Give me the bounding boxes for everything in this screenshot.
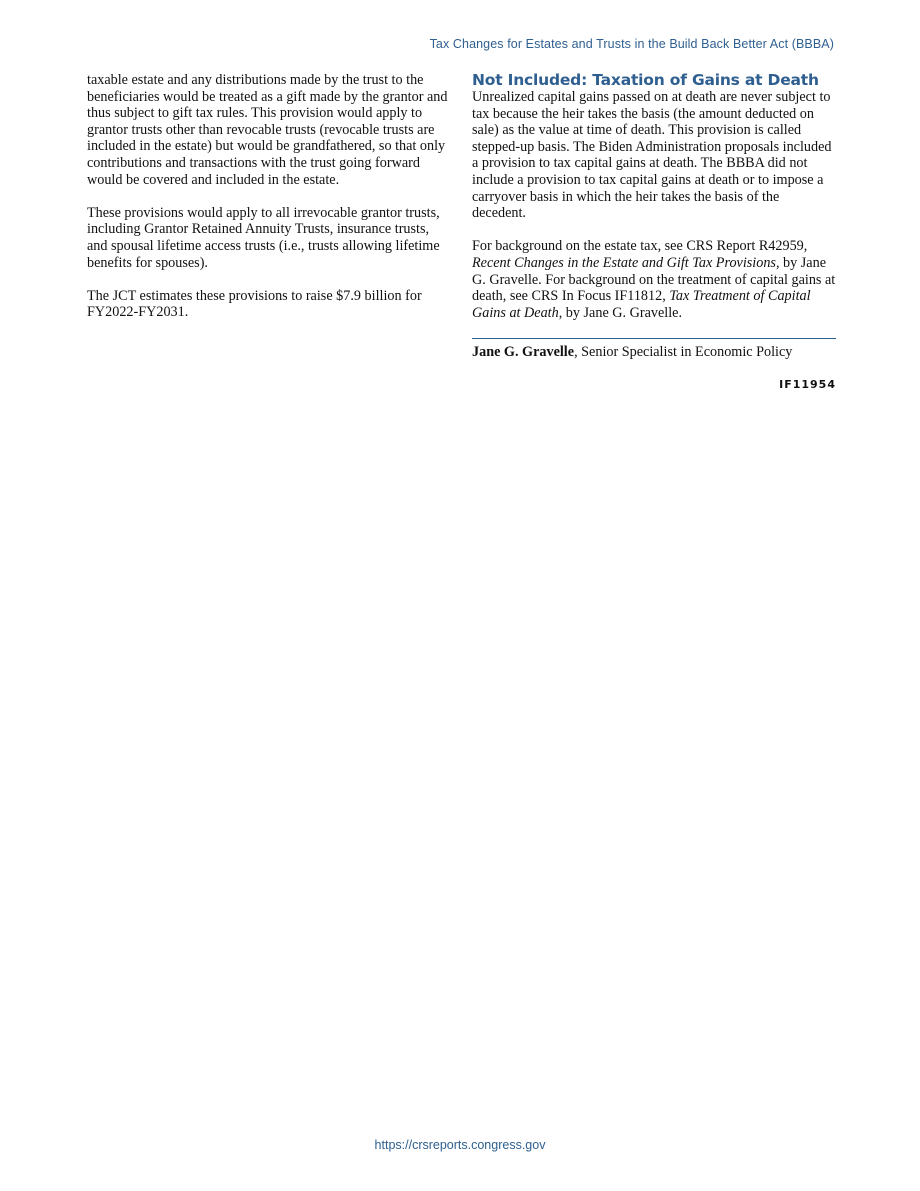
report-title-estate-gift: Recent Changes in the Estate and Gift Tax Provisions xyxy=(472,254,776,271)
section-heading-gains-at-death: Not Included: Taxation of Gains at Death xyxy=(472,71,819,89)
right-column xyxy=(472,72,836,394)
left-paragraph-1: taxable estate and any distributions made by the trust to the beneficiaries would be treated as a gift made by the grantor and thus subject to gift tax rules. This provision would apply to grantor trusts other than revocable trusts (revocable trusts are included in the estate) but would be grandfathered, so that only contributions and transactions with the trust going forward would be covered and included in the estate. xyxy=(87,72,448,188)
author-line xyxy=(472,344,836,361)
left-paragraph-2: These provisions would apply to all irrevocable grantor trusts, including Grantor Retained Annuity Trusts, insurance trusts, and spousal lifetime access trusts (i.e., trusts allowing lifetime benefits for spouses). xyxy=(87,204,440,271)
running-header-title: Tax Changes for Estates and Trusts in the Build Back Better Act (BBBA) xyxy=(429,37,834,51)
footer-url-link[interactable]: https://crsreports.congress.gov xyxy=(374,1138,546,1152)
author-title: , Senior Specialist in Economic Policy xyxy=(574,343,793,360)
background-lead-text: For background on the estate tax, see CRS Report R42959, xyxy=(472,238,808,255)
left-paragraph-3: The JCT estimates these provisions to raise $7.9 billion for FY2022-FY2031. xyxy=(87,287,422,321)
report-id: IF11954 xyxy=(779,378,836,392)
author-divider xyxy=(472,338,836,339)
author-name: Jane G. Gravelle xyxy=(472,343,575,360)
right-paragraph-1: Unrealized capital gains passed on at death are never subject to tax because the heir takes the basis (the amount deducted on sale) as the value at time of death. This provision is called stepped-up basis. The Biden Administration proposals included a provision to tax capital gains at death. The BBBA did not include a provision to tax capital gains at death or to impose a carryover basis in which the heir takes the basis of the decedent. xyxy=(472,89,832,222)
background-tail-text: , by Jane G. Gravelle. xyxy=(558,304,683,321)
right-paragraph-2 xyxy=(472,238,836,321)
report-title-capital-gains: Tax Treatment of Capital Gains at Death xyxy=(472,288,811,321)
background-mid-text: , by Jane G. Gravelle. For background on the treatment of capital gains at death, see CRS In Focus IF11812, xyxy=(472,254,836,305)
left-column xyxy=(87,72,449,338)
